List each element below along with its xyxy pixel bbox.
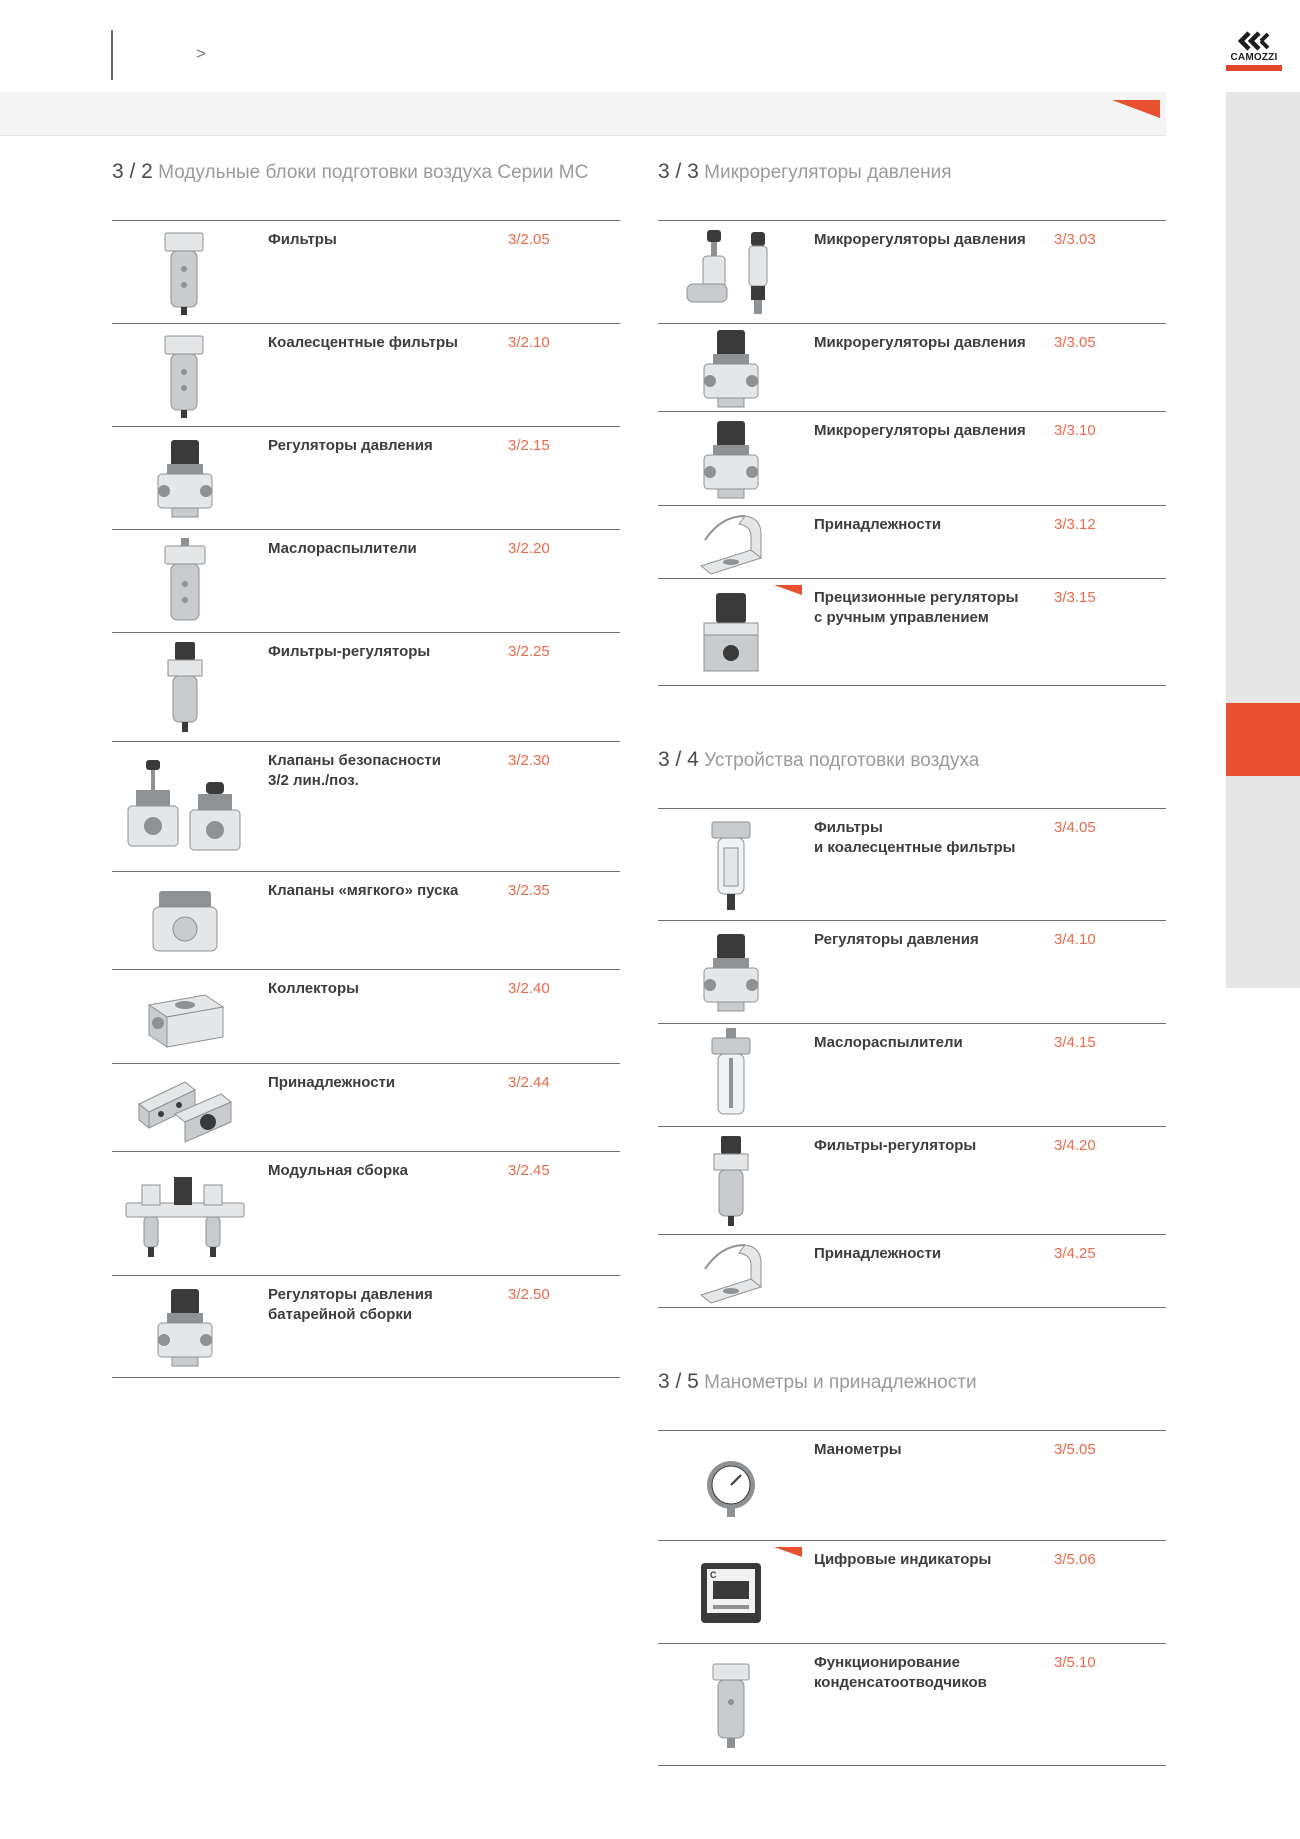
- filter-regulator-icon: [122, 641, 248, 735]
- manifold-icon: [122, 978, 248, 1057]
- svg-text:C: C: [710, 1570, 717, 1580]
- item-label-line1: Микрорегуляторы давления: [814, 231, 1026, 248]
- page-link[interactable]: 3/5.05: [1054, 1441, 1096, 1458]
- filter-unit-icon: [122, 332, 248, 420]
- page-link[interactable]: 3/5.06: [1054, 1551, 1096, 1568]
- side-tab-strip: [1226, 92, 1300, 988]
- item-label: [268, 751, 498, 791]
- page-link[interactable]: 3/4.10: [1054, 931, 1096, 948]
- lubricator-bowl-icon: [668, 1032, 794, 1120]
- page-link[interactable]: 3/2.05: [508, 231, 550, 248]
- page-link[interactable]: 3/2.44: [508, 1074, 550, 1091]
- catalog-row[interactable]: [112, 529, 620, 632]
- catalog-row[interactable]: [658, 1234, 1166, 1308]
- section-name: Устройства подготовки воздуха: [704, 750, 980, 771]
- item-label: [268, 539, 498, 559]
- regulator-icon: [122, 435, 248, 523]
- item-label-line2: с ручным управлением: [814, 609, 989, 626]
- digital-indicator-icon: [668, 1549, 794, 1637]
- top-band: [0, 92, 1166, 136]
- item-label-line1: Маслораспылители: [814, 1034, 963, 1051]
- regulator-icon: [668, 929, 794, 1017]
- item-label-line1: Прецизионные регуляторы: [814, 589, 1019, 606]
- catalog-row[interactable]: [658, 1023, 1166, 1126]
- item-label-line2: 3/2 лин./поз.: [268, 772, 359, 789]
- item-label: [814, 515, 1044, 535]
- page-link[interactable]: 3/5.10: [1054, 1654, 1096, 1671]
- section-list: [112, 220, 620, 1378]
- catalog-row[interactable]: [658, 1430, 1166, 1540]
- item-label: [268, 1161, 498, 1181]
- catalog-row[interactable]: [112, 871, 620, 969]
- section-list: [658, 1430, 1166, 1766]
- camozzi-logo-icon: [1237, 30, 1271, 52]
- item-label: [268, 642, 498, 662]
- item-label-line1: Клапаны безопасности: [268, 752, 441, 769]
- catalog-row[interactable]: [658, 220, 1166, 323]
- section-name: Модульные блоки подготовки воздуха Серии MC: [158, 162, 589, 183]
- item-label: [814, 333, 1044, 353]
- item-label: [268, 333, 498, 353]
- page-link[interactable]: 3/2.30: [508, 752, 550, 769]
- breadcrumb-separator: >: [196, 44, 206, 63]
- item-label-line1: Микрорегуляторы давления: [814, 334, 1026, 351]
- pressure-gauge-icon: [668, 1439, 794, 1534]
- page-link[interactable]: 3/2.15: [508, 437, 550, 454]
- item-label-line1: Маслораспылители: [268, 540, 417, 557]
- item-label-line1: Принадлежности: [268, 1074, 396, 1091]
- new-flag-icon: [774, 585, 802, 595]
- page-link[interactable]: 3/3.05: [1054, 334, 1096, 351]
- safety-valve-icon: [122, 750, 248, 865]
- item-label: [814, 1136, 1044, 1156]
- item-label: [814, 818, 1044, 858]
- page-link[interactable]: 3/4.25: [1054, 1245, 1096, 1262]
- regulator-icon: [668, 420, 794, 499]
- item-label-line1: Регуляторы давления: [268, 1286, 433, 1303]
- filter-regulator-icon: [668, 1135, 794, 1228]
- item-label: [268, 436, 498, 456]
- section-number: 3 / 3: [658, 160, 699, 183]
- item-label-line1: Цифровые индикаторы: [814, 1551, 992, 1568]
- item-label: [268, 230, 498, 250]
- page-link[interactable]: 3/4.15: [1054, 1034, 1096, 1051]
- logo-text: CAMOZZI: [1230, 52, 1278, 63]
- right-column: [658, 150, 1166, 1766]
- catalog-row[interactable]: [658, 578, 1166, 686]
- item-label-line1: Принадлежности: [814, 1245, 942, 1262]
- item-label: [268, 979, 498, 999]
- micro-regulator-icon: [668, 229, 794, 317]
- page-link[interactable]: 3/4.05: [1054, 819, 1096, 836]
- item-label-line1: Клапаны «мягкого» пуска: [268, 882, 459, 899]
- page-link[interactable]: 3/2.50: [508, 1286, 550, 1303]
- item-label: [268, 1285, 498, 1325]
- section-number: 3 / 2: [112, 160, 153, 183]
- item-label-line1: Регуляторы давления: [268, 437, 433, 454]
- item-label-line1: Принадлежности: [814, 516, 942, 533]
- new-flag-icon: [774, 1547, 802, 1557]
- page-link[interactable]: 3/2.35: [508, 882, 550, 899]
- item-label: [814, 1653, 1044, 1693]
- lubricator-icon: [122, 538, 248, 626]
- modular-assembly-icon: [122, 1160, 248, 1269]
- page-link[interactable]: 3/4.20: [1054, 1137, 1096, 1154]
- item-label: [814, 588, 1044, 628]
- catalog-row[interactable]: [112, 426, 620, 529]
- catalog-row[interactable]: [112, 741, 620, 871]
- item-label: [814, 1033, 1044, 1053]
- section-number: 3 / 4: [658, 748, 699, 771]
- page-link[interactable]: 3/2.10: [508, 334, 550, 351]
- bracket-icon: [668, 514, 794, 572]
- page-link[interactable]: 3/3.03: [1054, 231, 1096, 248]
- catalog-row[interactable]: [658, 1643, 1166, 1766]
- page-link[interactable]: 3/2.25: [508, 643, 550, 660]
- section-title: [658, 738, 1166, 808]
- precision-regulator-icon: [668, 587, 794, 679]
- regulator-icon: [668, 332, 794, 405]
- item-label: [814, 930, 1044, 950]
- section-name: Микрорегуляторы давления: [704, 162, 952, 183]
- item-label-line2: и коалесцентные фильтры: [814, 839, 1016, 856]
- section-title: [658, 150, 1166, 220]
- item-label: [814, 1440, 1044, 1460]
- section-list: [658, 220, 1166, 686]
- item-label: [814, 1550, 1044, 1570]
- catalog-row[interactable]: [112, 1275, 620, 1378]
- item-label-line1: Фильтры: [268, 231, 337, 248]
- item-label: [268, 881, 498, 901]
- catalog-row[interactable]: [658, 808, 1166, 920]
- filter-unit-icon: [122, 229, 248, 317]
- section-title: [112, 150, 620, 220]
- catalog-row[interactable]: [112, 1063, 620, 1151]
- filter-bowl-icon: [668, 817, 794, 914]
- accessories-blocks-icon: [122, 1072, 248, 1145]
- item-label-line1: Фильтры-регуляторы: [814, 1137, 977, 1154]
- catalog-row[interactable]: [112, 220, 620, 323]
- left-column: [112, 150, 620, 1378]
- new-flag-icon: [1112, 100, 1160, 118]
- item-label-line1: Коллекторы: [268, 980, 359, 997]
- section-name: Манометры и принадлежности: [704, 1372, 977, 1393]
- section-number: 3 / 5: [658, 1370, 699, 1393]
- item-label-line2: батарейной сборки: [268, 1306, 413, 1323]
- item-label-line1: Манометры: [814, 1441, 902, 1458]
- item-label-line2: конденсатоотводчиков: [814, 1674, 987, 1691]
- item-label-line1: Фильтры: [814, 819, 883, 836]
- camozzi-logo: [1225, 30, 1283, 76]
- section-title: [658, 1360, 1166, 1430]
- catalog-row[interactable]: [112, 323, 620, 426]
- catalog-row[interactable]: [112, 969, 620, 1063]
- page-link[interactable]: 3/3.12: [1054, 516, 1096, 533]
- page-link[interactable]: 3/2.20: [508, 540, 550, 557]
- item-label-line1: Микрорегуляторы давления: [814, 422, 1026, 439]
- soft-start-valve-icon: [122, 880, 248, 963]
- section-list: [658, 808, 1166, 1308]
- item-label: [268, 1073, 498, 1093]
- catalog-row[interactable]: [112, 632, 620, 741]
- item-label-line1: Коалесцентные фильтры: [268, 334, 458, 351]
- catalog-row[interactable]: [658, 323, 1166, 411]
- item-label-line1: Фильтры-регуляторы: [268, 643, 431, 660]
- catalog-row[interactable]: [658, 411, 1166, 505]
- item-label-line1: Регуляторы давления: [814, 931, 979, 948]
- page-link[interactable]: 3/2.40: [508, 980, 550, 997]
- item-label: [814, 421, 1044, 441]
- item-label-line1: Функционирование: [814, 1654, 960, 1671]
- item-label: [814, 230, 1044, 250]
- catalog-row[interactable]: [658, 1126, 1166, 1234]
- condensate-drain-icon: [668, 1652, 794, 1759]
- page-link[interactable]: 3/3.15: [1054, 589, 1096, 606]
- catalog-row[interactable]: [658, 1540, 1166, 1643]
- item-label-line1: Модульная сборка: [268, 1162, 408, 1179]
- page-link[interactable]: 3/2.45: [508, 1162, 550, 1179]
- side-tab-active[interactable]: [1226, 703, 1300, 776]
- catalog-row[interactable]: [112, 1151, 620, 1275]
- item-label: [814, 1244, 1044, 1264]
- catalog-row[interactable]: [658, 920, 1166, 1023]
- logo-bar: [1226, 65, 1282, 71]
- bracket-icon: [668, 1243, 794, 1301]
- regulator-icon: [122, 1284, 248, 1371]
- header-divider: [111, 30, 113, 80]
- page-link[interactable]: 3/3.10: [1054, 422, 1096, 439]
- catalog-row[interactable]: [658, 505, 1166, 578]
